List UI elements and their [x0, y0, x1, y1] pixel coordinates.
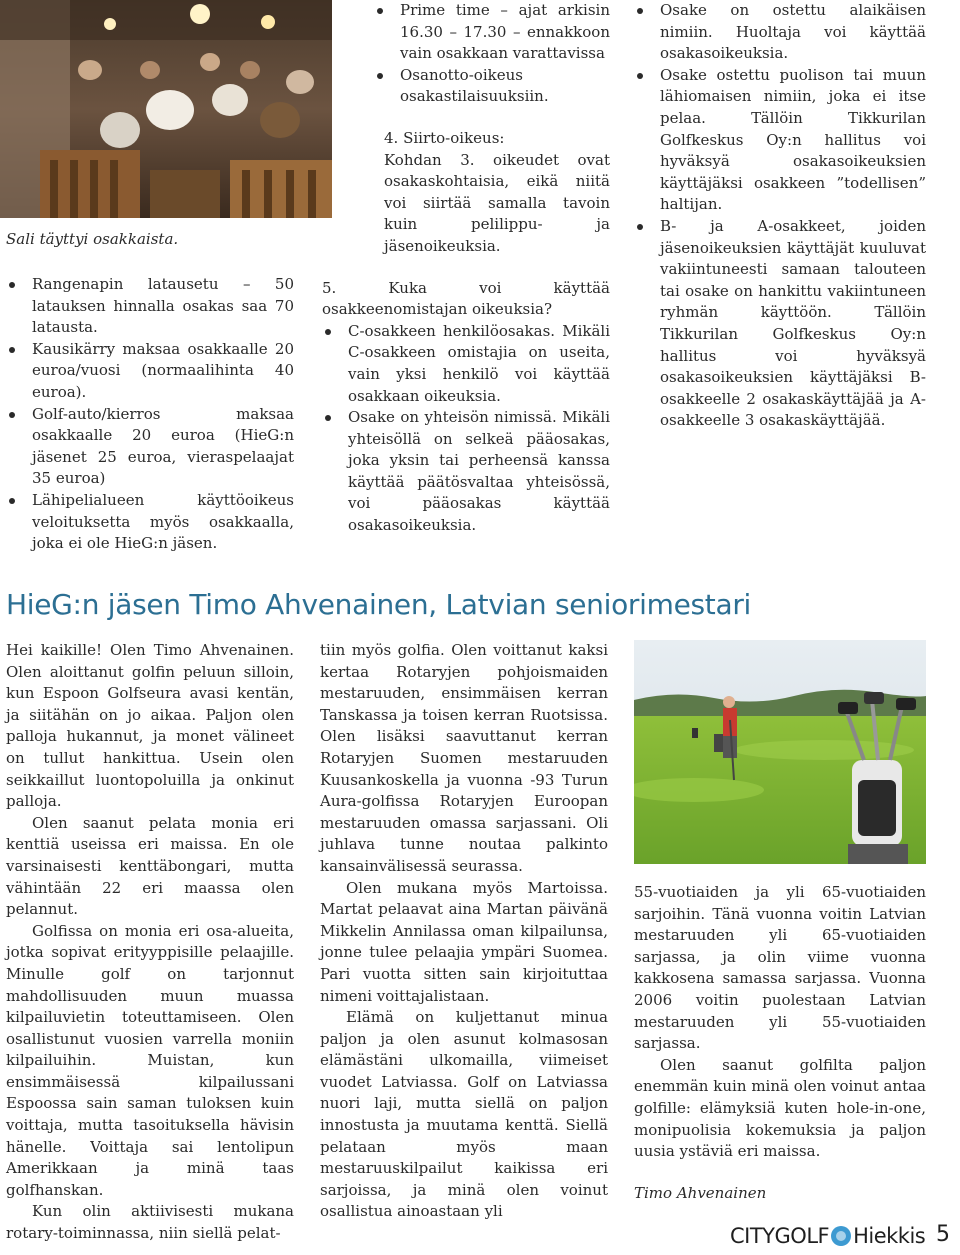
article-column-1: [6, 640, 294, 1245]
logo-text-citygolf: CITYGOLF: [730, 1224, 830, 1248]
bullet-item: C-osakkeen henkilöosakas. Mikäli C-osakkeen omistajia on useita, vain yksi henkilö voi käyttää osakkaan oikeuksia.: [322, 321, 610, 407]
article-paragraph: Hei kaikille! Olen Timo Ahvenainen. Olen aloittanut golfin peluun silloin, kun Espoon Golfseura avasi kentän, ja siitähän on jo aikaa. Paljon olen palloja hukannut, ja monet välineet on tullut hankittua. Usein olen seikkaillut luontopoluilla ja onkinut palloja.: [6, 641, 294, 811]
bullet-item: Golf-auto/kierros maksaa osakkaalle 20 euroa (HieG:n jäsenet 25 euroa, vieraspelaajat 35 euroa): [6, 404, 294, 490]
bullet-item: Osake ostettu puolison tai muun lähiomaisen nimiin, joka ei itse pelaa. Tällöin Tikkurilan Golfkeskus Oy:n hallitus voi hyväksyä osakasoikeuksien käyttäjäksi osakkeen ”todellisen” haltijan.: [634, 65, 926, 216]
article-column-3: [634, 882, 926, 1204]
article-paragraph: Olen mukana myös Martoissa. Martat pelaavat aina Martan päivänä Mikkelin Annilassa oman kilpailunsa, jonne tulee pelaajia ympäri Suomea. Pari vuotta sitten sain kirjoituttaa nimeni voittajalistaan.: [320, 878, 608, 1005]
page-number: 5: [936, 1222, 950, 1247]
bullet-item: Osake on ostettu alaikäisen nimiin. Huoltaja voi käyttää osakasoikeuksia.: [634, 0, 926, 65]
article-paragraph: 55-vuotiaiden ja yli 65-vuotiaiden sarjoihin. Tänä vuonna voitin Latvian mestaruuden yli 65-vuotiaiden sarjassa, ja olin viime vuonna kakkosena samassa sarjassa. Vuonna 2006 voitin puolestaan Latvian mestaruuden yli 55-vuotiaiden sarjassa.: [634, 883, 926, 1053]
author-signature: Timo Ahvenainen: [634, 1183, 767, 1202]
top-column-2: [322, 0, 610, 537]
bullet-item: B- ja A-osakkeet, joiden jäsenoikeuksien käyttäjät kuuluvat vakiintuneesti samaan talouteen tai osake on hankittu vakiintuneen ryhmän käyttöön. Tällöin Tikkurilan Golfkeskus Oy:n hallitus voi hyväksyä osakasoikeuksien käyttäjäksi B-osakkeelle 2 osakaskäyttäjää ja A-osakkeelle 3 osakaskäyttäjää.: [634, 216, 926, 432]
bullet-item: Osanotto-oikeus osakastilaisuuksiin.: [374, 65, 610, 108]
section-5-title: 5. Kuka voi käyttää osakkeenomistajan oikeuksia?: [322, 278, 610, 319]
bullet-item: Lähipelialueen käyttöoikeus veloituksetta myös osakkaalla, joka ei ole HieG:n jäsen.: [6, 490, 294, 555]
photo-caption: Sali täyttyi osakkaista.: [6, 230, 179, 248]
section-4-title: 4. Siirto-oikeus:: [384, 128, 505, 147]
article-column-2: [320, 640, 608, 1223]
top-column-3: [634, 0, 926, 432]
article-headline: HieG:n jäsen Timo Ahvenainen, Latvian seniorimestari: [6, 588, 752, 621]
logo-text-hiekkis: Hiekkis: [853, 1224, 926, 1248]
bullet-item: Prime time – ajat arkisin 16.30 – 17.30 – ennakkoon vain osakkaan varattavissa: [374, 0, 610, 65]
bullet-item: Osake on yhteisön nimissä. Mikäli yhteisöllä on selkeä pääosakas, joka yksin tai perheensä kanssa käyttää päätösvaltaa yhteisössä, voi pääosakas käyttää osakasoikeuksia.: [322, 407, 610, 537]
article-paragraph: Elämä on kuljettanut minua paljon ja olen asunut kolmasosan elämästäni ulkomailla, viimeiset vuodet Latviassa. Golf on Latviassa nuori laji, mutta siellä on paljon innostusta ja muutama kenttä. Siellä pelataan myös maan mestaruuskilpailut kaikissa eri sarjoissa, ja minä olen voinut osallistua ainoastaan yli: [320, 1008, 608, 1221]
section-4-text: Kohdan 3. oikeudet ovat osakaskohtaisia, eikä niitä voi siirtää samalla tavoin kuin pelilippu- ja jäsenoikeuksia.: [384, 150, 610, 255]
top-column-1: [6, 274, 294, 555]
article-paragraph: Kun olin aktiivisesti mukana rotary-toiminnassa, niin siellä pelat-: [6, 1202, 294, 1243]
golfer-photo: [634, 640, 926, 864]
article-paragraph: Golfissa on monia eri osa-alueita, jotka sopivat erityyppisille pelaajille. Minulle golf on tarjonnut mahdollisuuden muun muassa kilpailuvietin toteuttamiseen. Olen osallistunut vuosien varrella moniin kilpailuihin. Muistan, kun ensimmäisessä kilpailussani Espoossa sain saman tuloksen kuin voittaja, mutta tasoituksella hävisin hänelle. Voittaja sai lentolipun Amerikkaan ja minä taas golfhanskan.: [6, 921, 294, 1199]
article-paragraph: Olen saanut pelata monia eri kenttiä useissa eri maissa. En ole varsinaisesti kenttäbongari, mutta vähintään 22 eri maassa olen pelannut.: [6, 813, 294, 919]
bullet-item: Rangenapin latausetu – 50 latauksen hinnalla osakas saa 70 latausta.: [6, 274, 294, 339]
golf-ball-icon: [831, 1226, 851, 1246]
meeting-hall-photo: [0, 0, 332, 218]
bullet-item: Kausikärry maksaa osakkaalle 20 euroa/vuosi (normaalihinta 40 euroa).: [6, 339, 294, 404]
article-paragraph: Olen saanut golfilta paljon enemmän kuin minä olen voinut antaa golfille: elämyksiä kuten hole-in-one, monipuolisia kokemuksia ja paljon uusia ystäviä eri maissa.: [634, 1055, 926, 1161]
citygolf-hiekkis-logo: [730, 1224, 925, 1248]
article-paragraph: tiin myös golfia. Olen voittanut kaksi kertaa Rotaryjen pohjoismaiden mestaruuden, ensimmäisen kerran Tanskassa ja toisen kerran Ruotsissa. Olen lisäksi saavuttanut kerran Rotaryjen Suomen mestaruuden Kuusankoskella ja vuonna -93 Turun Aura-golfissa Rotaryjen Euroopan mestaruuden omassa sarjassani. Oli juhlava tunne noutaa palkinto kansainvälisessä seurassa.: [320, 641, 608, 875]
